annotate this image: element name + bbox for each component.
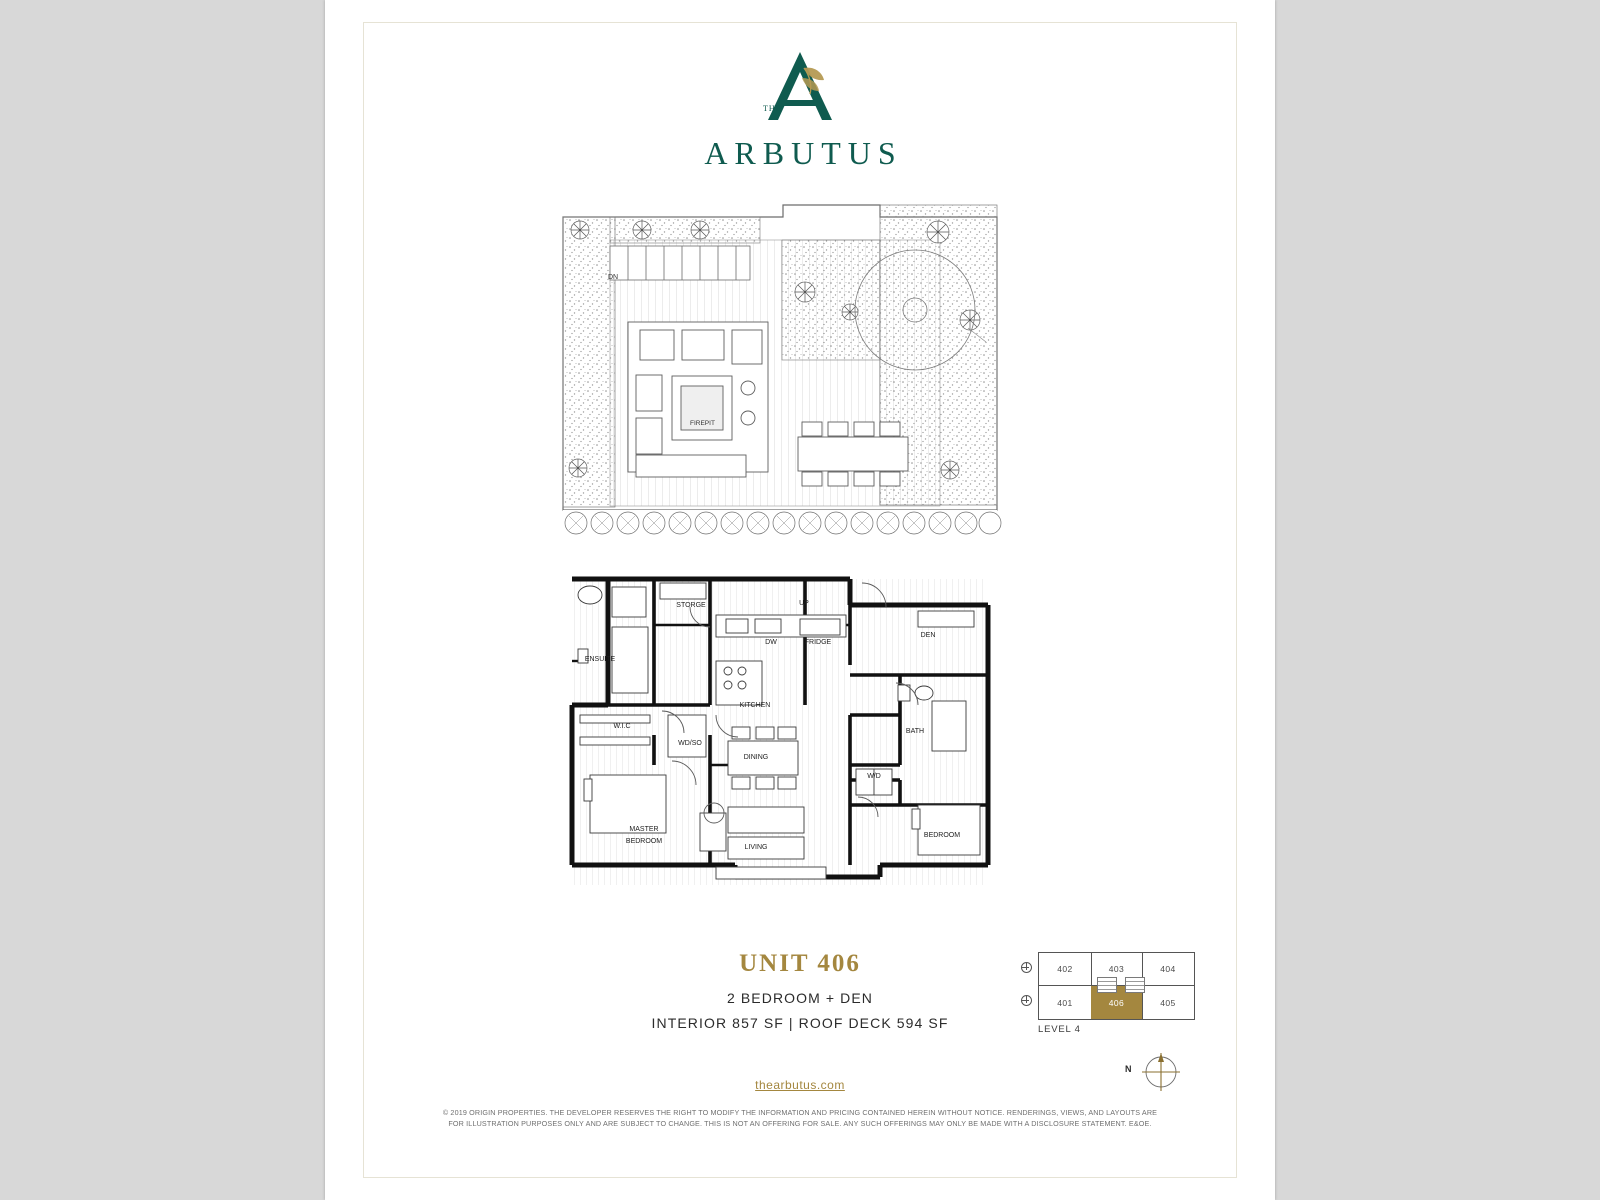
room-label-kitchen: KITCHEN (739, 702, 771, 709)
arbutus-a-icon (740, 48, 860, 124)
key-plan-unit-401[interactable]: 401 (1057, 997, 1073, 1008)
compass-north-label: N (1125, 1064, 1132, 1074)
room-label-bath: BATH (905, 728, 925, 735)
room-label-master-2: BEDROOM (625, 838, 663, 845)
floorplan-page (325, 0, 1275, 1200)
room-label-wic: W.I.C (613, 723, 631, 730)
key-plan-unit-405[interactable]: 405 (1160, 997, 1176, 1008)
key-plan-unit-403[interactable]: 403 (1108, 964, 1125, 974)
unit-areas: INTERIOR 857 SF | ROOF DECK 594 SF (651, 1015, 949, 1031)
brand-wordmark: ARBUTUS (704, 135, 903, 171)
page-title: UNIT 406 (739, 950, 861, 977)
key-plan-elevator-icon-bottom (1021, 995, 1032, 1006)
logo-the-text: THE (763, 104, 782, 113)
key-plan-stair-left (1097, 977, 1117, 993)
room-label-ensuite: ENSUITE (584, 656, 616, 663)
key-plan-unit-402[interactable]: 402 (1057, 964, 1073, 974)
website-link[interactable]: thearbutus.com (755, 1078, 845, 1092)
room-label-up: UP (799, 600, 809, 607)
room-label-master-1: MASTER (629, 826, 659, 833)
roof-deck-plan (550, 200, 1050, 550)
key-plan (1015, 952, 1215, 1057)
room-label-dining: DINING (743, 754, 769, 761)
key-plan-unit-406-selected[interactable]: 406 (1091, 986, 1142, 1019)
room-label-wd: W/D (867, 773, 881, 780)
room-label-wdso: WD/SO (678, 740, 702, 747)
unit-floor-plan (550, 565, 1050, 905)
roof-label-firepit: FIREPIT (690, 420, 715, 427)
room-label-storage: STORGE (676, 602, 706, 609)
unit-type: 2 BEDROOM + DEN (726, 990, 874, 1006)
key-plan-grid (1038, 952, 1195, 1020)
key-plan-stair-right (1125, 977, 1145, 993)
room-label-fridge: FRIDGE (804, 639, 832, 646)
room-label-den: DEN (920, 632, 936, 639)
room-label-dw: DW (765, 639, 777, 646)
room-label-living: LIVING (744, 844, 768, 851)
brand-logo (325, 48, 1275, 172)
room-label-bedroom: BEDROOM (923, 832, 961, 839)
legal-disclaimer: © 2019 ORIGIN PROPERTIES. THE DEVELOPER RESERVES THE RIGHT TO MODIFY THE INFORMATION AND PRICING CONTAINED HEREIN WITHOUT NOTICE. RENDERINGS, VIEWS, AND LAYOUTS ARE FOR ILLUSTRATION PURPOSES ONLY AND ARE SUBJECT TO CHANGE. THIS IS NOT AN OFFERING FOR SALE. ANY SUCH OFFERINGS MAY ONLY BE MADE WITH A DISCLOSURE STATEMENT. E&OE. (442, 1108, 1158, 1129)
roof-label-dn: DN (608, 274, 619, 281)
key-plan-unit-404[interactable]: 404 (1160, 964, 1176, 974)
key-plan-level-label: LEVEL 4 (1038, 1024, 1081, 1035)
key-plan-elevator-icon-top (1021, 962, 1032, 973)
